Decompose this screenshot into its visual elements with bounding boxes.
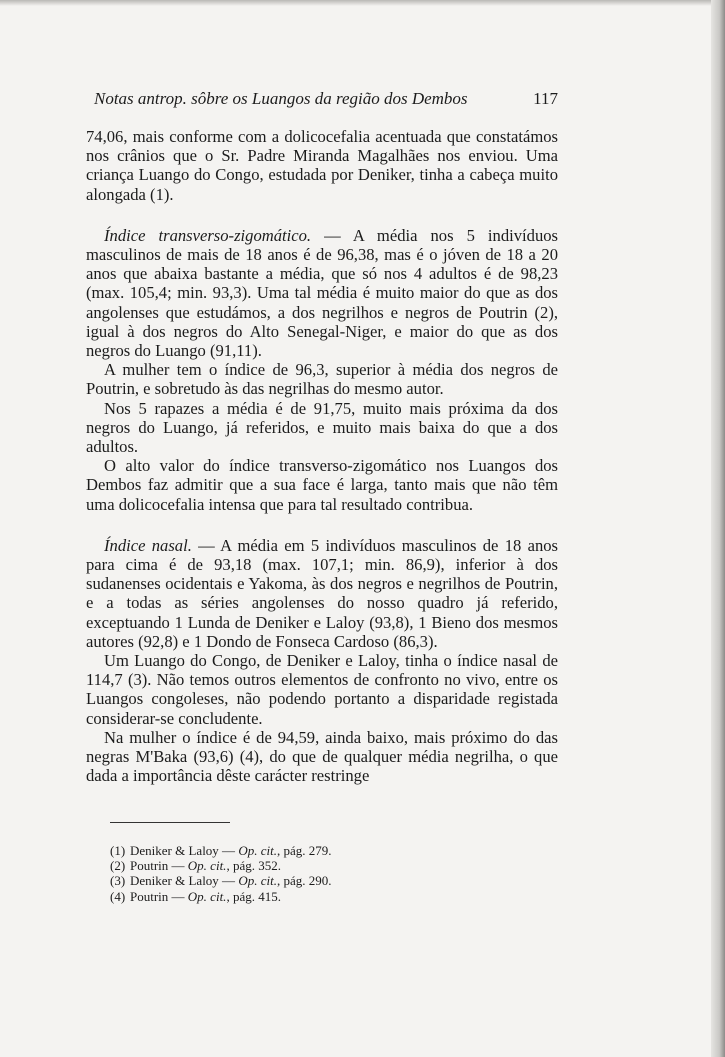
running-head: [94, 89, 558, 109]
paragraph-6-text: — A média em 5 indivíduos masculinos de 18 anos para cima é de 93,18 (max. 107,1; min. 86,9), inferior à dos sudanenses ocidentais e Yakoma, às dos negros e negrilhos de Poutrin, e a todas as séries angolenses do nosso quadro já referido, exceptuando 1 Lunda de Deniker e Laloy (93,8), 1 Bieno dos mesmos autores (92,8) e 1 Dondo de Fonseca Cardoso (86,3).: [86, 535, 559, 651]
footnote-rule: [110, 822, 230, 823]
paragraph-2-text: — A média nos 5 indivíduos masculinos de mais de 18 anos é de 96,38, mas é o jóven de 18 a 20 anos que abaixa bastante a média, que só nos 4 adultos é de 98,23 (max. 105,4; min. 93,3). Uma tal média é muito maior do que as dos angolenses que estudámos, a dos negrilhos e negros de Poutrin (2), igual à dos negros do Alto Senegal-Niger, e maior do que as dos negros do Luango (91,11).: [86, 225, 558, 361]
body-text: [86, 127, 558, 786]
running-title: Notas antrop. sôbre os Luangos da região dos Dembos: [94, 89, 468, 108]
page-top-edge: [0, 0, 725, 6]
footnote-2: (2) Poutrin — Op. cit., pág. 352.: [110, 858, 281, 874]
paragraph-zygomatic-index: [86, 226, 558, 360]
paragraph-1: 74,06, mais conforme com a dolicocefalia acentuada que constatámos nos crânios que o Sr. Padre Miranda Magalhães nos enviou. Uma criança Luango do Congo, estudada por Deniker, tinha a cabeça muito alongada (1).: [86, 127, 558, 204]
footnotes: [110, 843, 430, 904]
paragraph-8: Na mulher o índice é de 94,59, ainda baixo, mais próximo do das negras M'Baka (93,6) (4), do que de qualquer média negrilha, o que dada a importância dêste carácter restringe: [86, 727, 558, 786]
paragraph-7: Um Luango do Congo, de Deniker e Laloy, tinha o índice nasal de 114,7 (3). Não temos outros elementos de confronto no vivo, entre os Luangos congoleses, não podendo portanto a disparidade registada considerar-se concludente.: [86, 651, 558, 728]
footnote-3: (3) Deniker & Laloy — Op. cit., pág. 290.: [110, 873, 332, 889]
footnote-1: (1) Deniker & Laloy — Op. cit., pág. 279.: [110, 843, 332, 858]
page-number: 117: [533, 89, 558, 108]
paragraph-5: O alto valor do índice transverso-zigomático nos Luangos dos Dembos faz admitir que a sua face é larga, tanto mais que não têm uma dolicocefalia intensa que para tal resultado contribua.: [86, 456, 558, 514]
paragraph-4: Nos 5 rapazes a média é de 91,75, muito mais próxima da dos negros do Luango, já referidos, e muito mais baixa do que a dos adultos.: [86, 398, 558, 457]
paragraph-3: A mulher tem o índice de 96,3, superior à média dos negros de Poutrin, e sobretudo às das negrilhas do mesmo autor.: [86, 360, 558, 399]
section-heading-zygomatic: Índice transverso-zigomático.: [104, 225, 312, 245]
paragraph-nasal-index: [86, 536, 558, 651]
section-heading-nasal: Índice nasal.: [104, 535, 192, 555]
page-right-edge: [711, 0, 725, 1057]
footnote-4: (4) Poutrin — Op. cit., pág. 415.: [110, 888, 281, 904]
